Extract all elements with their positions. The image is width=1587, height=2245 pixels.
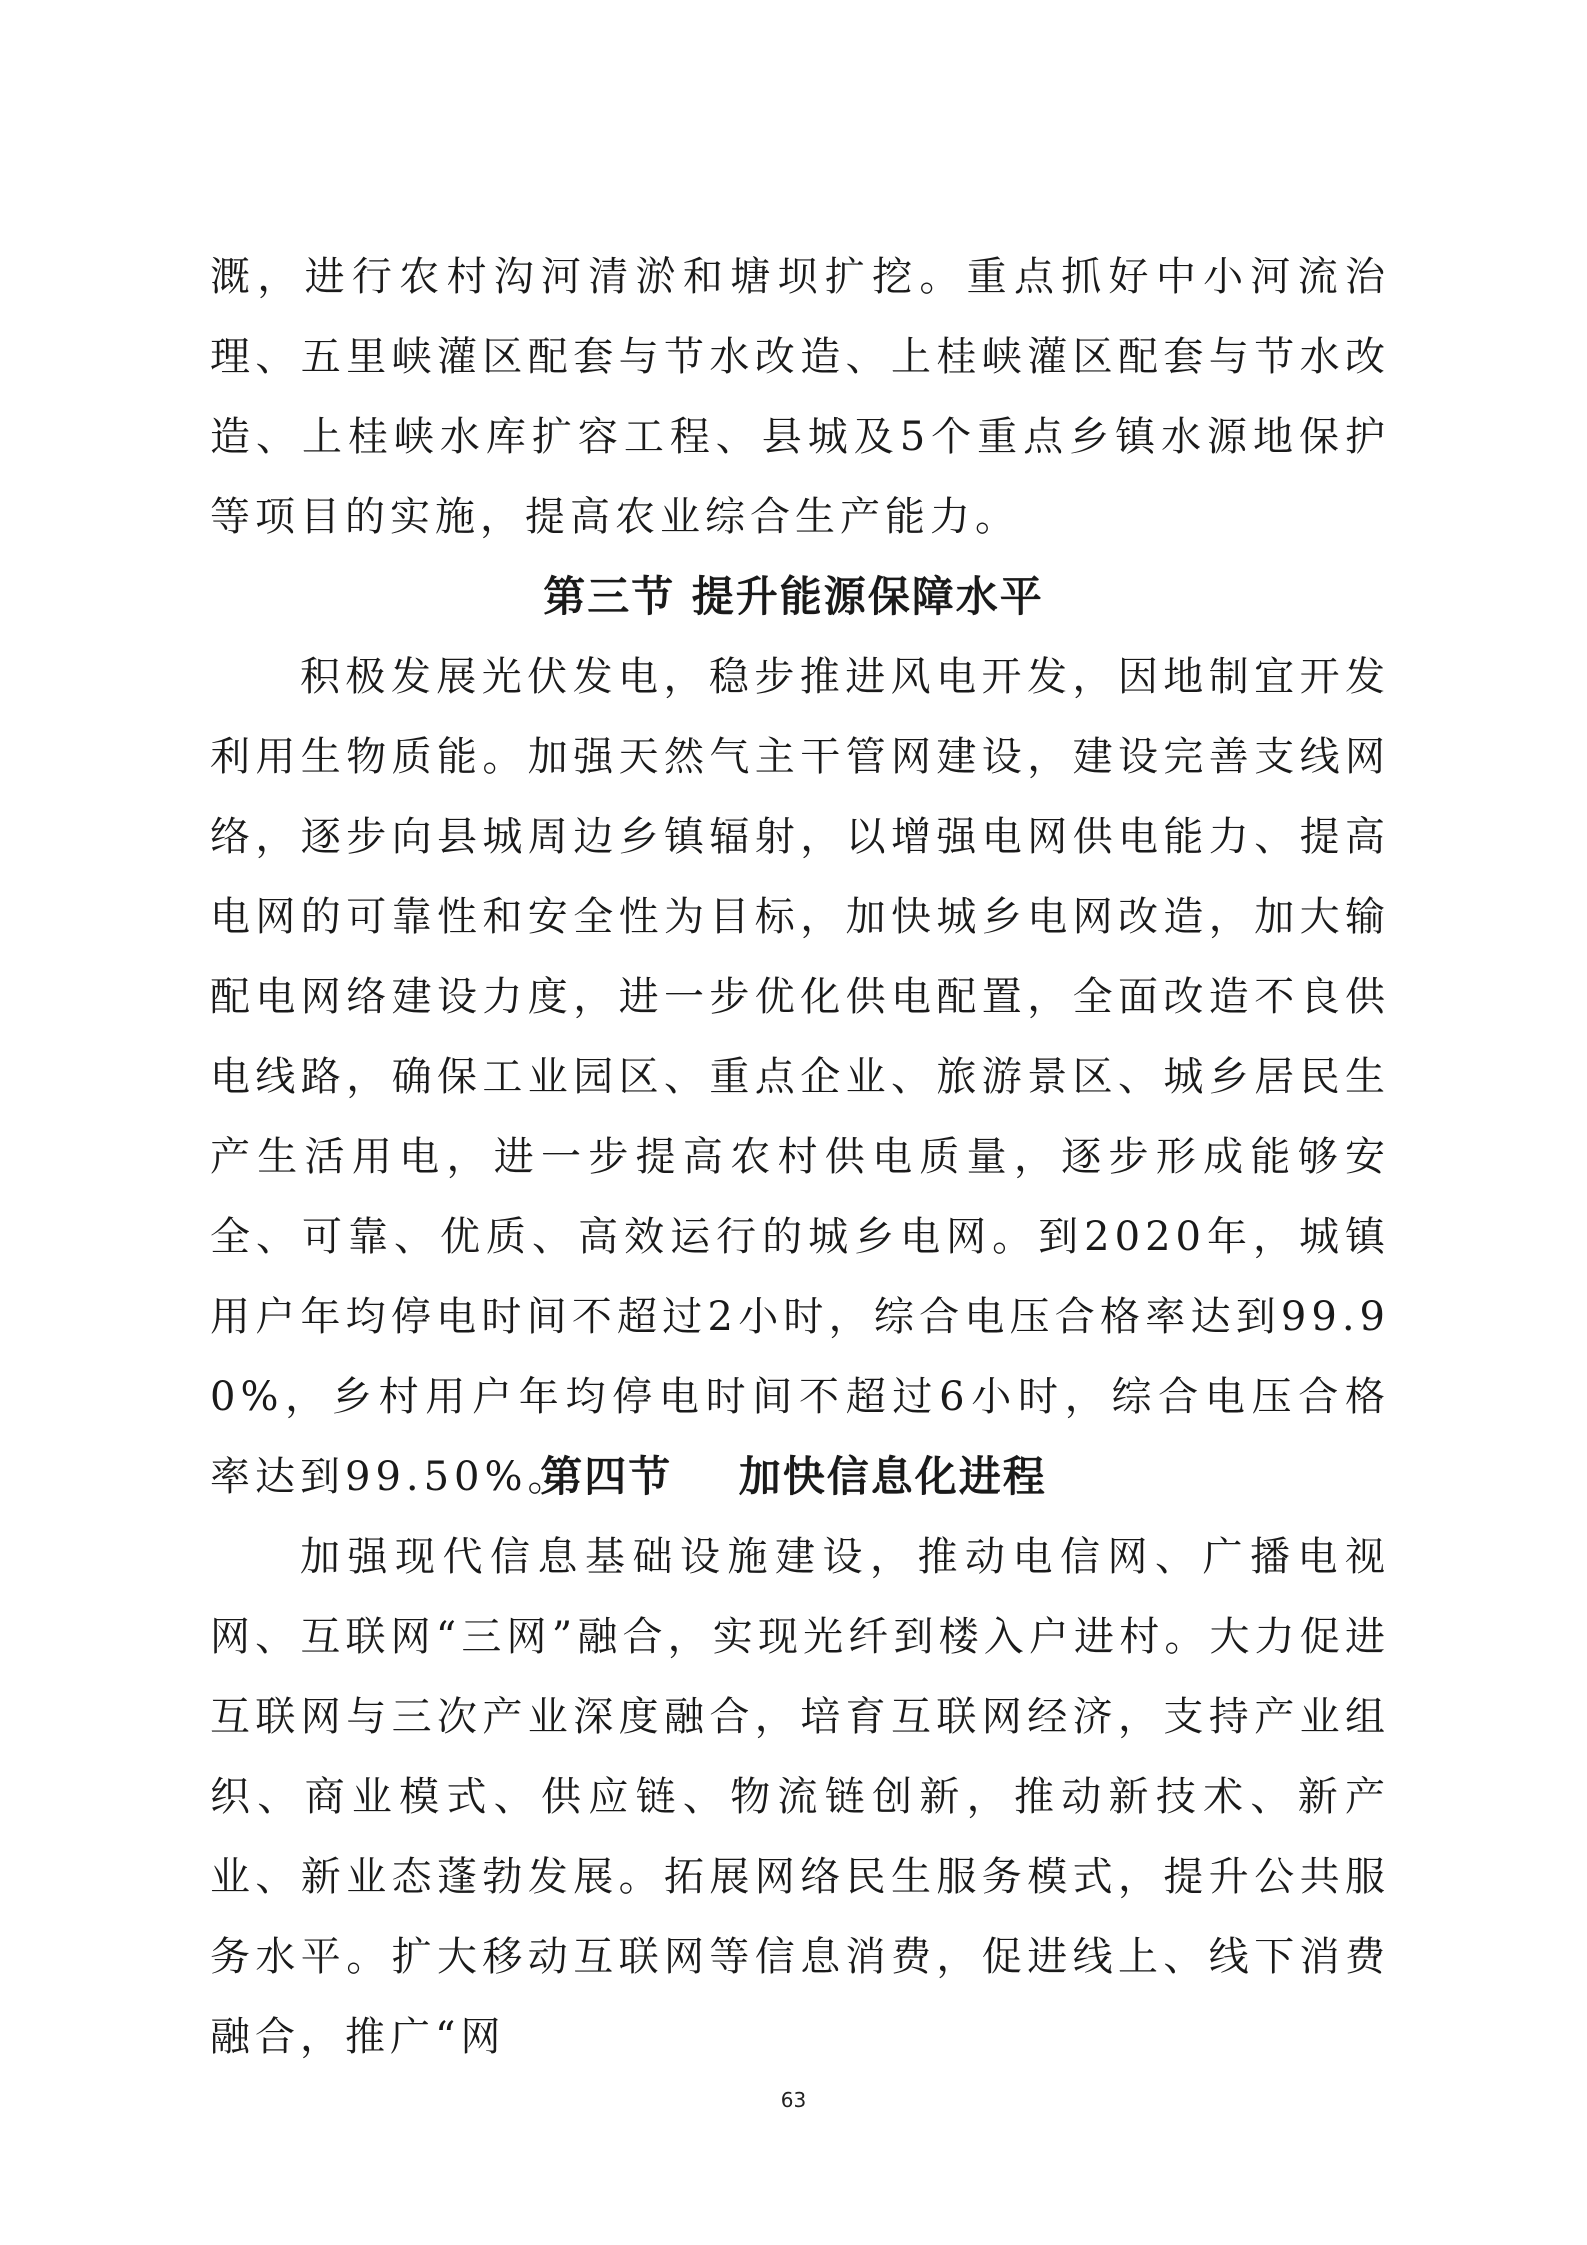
section-3-heading: 第三节 提升能源保障水平	[543, 572, 1044, 621]
section-3-paragraph: 积极发展光伏发电，稳步推进风电开发，因地制宜开发利用生物质能。加强天然气主干管网建设，建设完善支线网络，逐步向县城周边乡镇辐射，以增强电网供电能力、提高电网的可靠性和安全性为目标，加快城乡电网改造，加大输配电网络建设力度，进一步优化供电配置，全面改造不良供电线路，确保工业园区、重点企业、旅游景区、城乡居民生产生活用电，进一步提高农村供电质量，逐步形成能够安全、可靠、优质、高效运行的城乡电网。到2020年，城镇用户年均停电时间不超过2小时，综合电压合格率达到99.90%，乡村用户年均停电时间不超过6小时，综合电压合格率达到99.50%。	[210, 654, 1390, 1500]
section-4-heading: 第四节 加快信息化进程	[540, 1452, 1047, 1501]
paragraph-continued: 溉，进行农村沟河清淤和塘坝扩挖。重点抓好中小河流治理、五里峡灌区配套与节水改造、上桂峡灌区配套与节水改造、上桂峡水库扩容工程、县城及5个重点乡镇水源地保护等项目的实施，提高农业综合生产能力。	[210, 254, 1390, 540]
page-number: 63	[780, 2088, 807, 2112]
section-4-paragraph: 加强现代信息基础设施建设，推动电信网、广播电视网、互联网“三网”融合，实现光纤到楼入户进村。大力促进互联网与三次产业深度融合，培育互联网经济，支持产业组织、商业模式、供应链、物流链创新，推动新技术、新产业、新业态蓬勃发展。拓展网络民生服务模式，提升公共服务水平。扩大移动互联网等信息消费，促进线上、线下消费融合，推广“网	[210, 1534, 1390, 2060]
